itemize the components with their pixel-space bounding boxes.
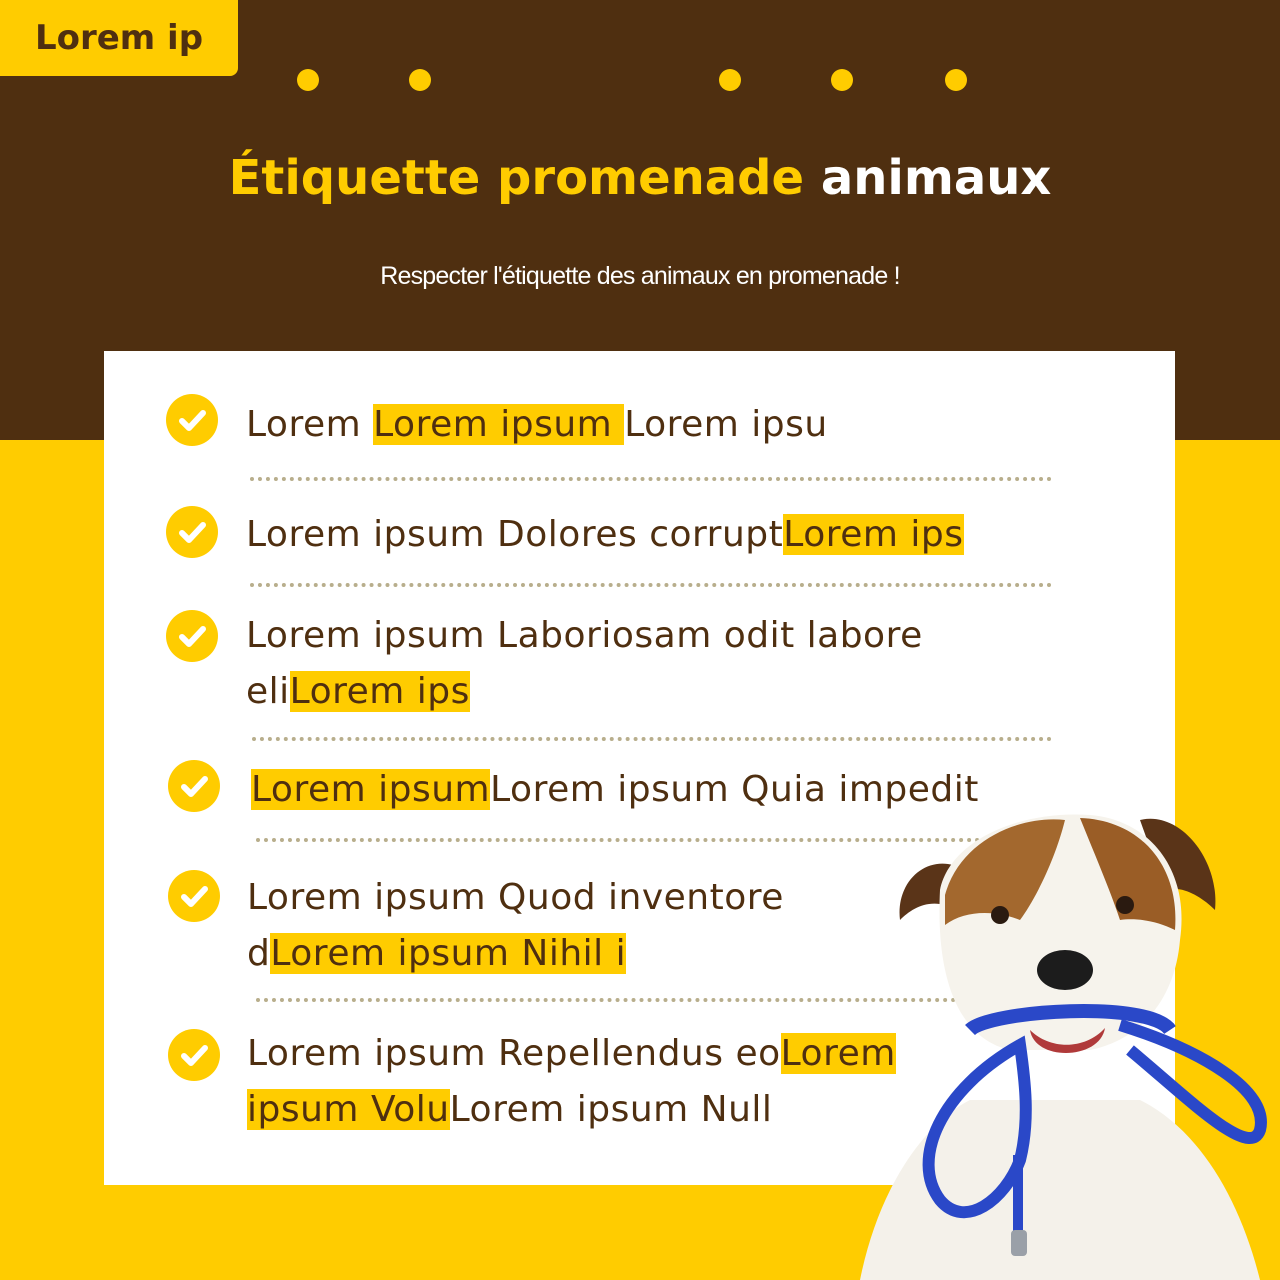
item-line [247,1082,896,1138]
item-text-segment: Lorem ipsu [624,404,828,445]
item-text [246,397,828,453]
item-text [246,507,964,563]
item-line [247,1026,896,1082]
item-line [247,870,784,926]
dotted-divider [250,583,1052,587]
item-text-segment: Lorem ipsum Quod inventore [247,877,784,918]
page-subtitle: Respecter l'étiquette des animaux en promenade ! [380,262,900,290]
check-circle-icon [168,760,220,812]
item-text-segment: Lorem ipsum Laboriosam odit labore [246,615,923,656]
highlighted-text: Lorem ipsum [251,769,491,810]
item-line [246,664,923,720]
dog-with-leash-image [820,800,1280,1280]
highlighted-text: Lorem [780,1033,896,1074]
dotted-divider [252,737,1052,741]
title-rest: animaux [820,150,1052,206]
item-text-segment: Lorem ipsum Dolores corrupt [246,514,784,555]
item-line [246,608,923,664]
check-circle-icon [168,870,220,922]
highlighted-text: ipsum Volu [247,1089,450,1130]
item-text-segment: d [247,933,271,974]
decorative-dot [831,69,853,91]
item-text [247,1026,896,1138]
check-circle-icon [166,506,218,558]
decorative-dot [719,69,741,91]
item-text-segment: eli [246,671,290,712]
brand-label: Lorem ip [34,18,204,58]
decorative-dot [297,69,319,91]
item-line [247,926,784,982]
item-text-segment: Lorem ipsum Repellendus eo [247,1033,781,1074]
item-text-segment: Lorem ipsum Null [449,1089,773,1130]
check-circle-icon [166,394,218,446]
page-title [0,150,1280,206]
item-text [247,870,784,982]
item-text-segment: Lorem ipsum Quia impedit [490,769,979,810]
decorative-dot [945,69,967,91]
highlighted-text: Lorem ipsum [373,404,625,445]
check-circle-icon [166,610,218,662]
dotted-divider [250,477,1052,481]
item-line [246,397,828,453]
brand-tab [0,0,238,76]
item-text [246,608,923,720]
item-line [246,507,964,563]
highlighted-text: Lorem ips [783,514,964,555]
item-text-segment: Lorem [246,404,374,445]
highlighted-text: Lorem ipsum Nihil i [270,933,627,974]
check-circle-icon [168,1029,220,1081]
highlighted-text: Lorem ips [289,671,470,712]
decorative-dot [409,69,431,91]
title-highlight: Étiquette promenade [228,150,805,206]
